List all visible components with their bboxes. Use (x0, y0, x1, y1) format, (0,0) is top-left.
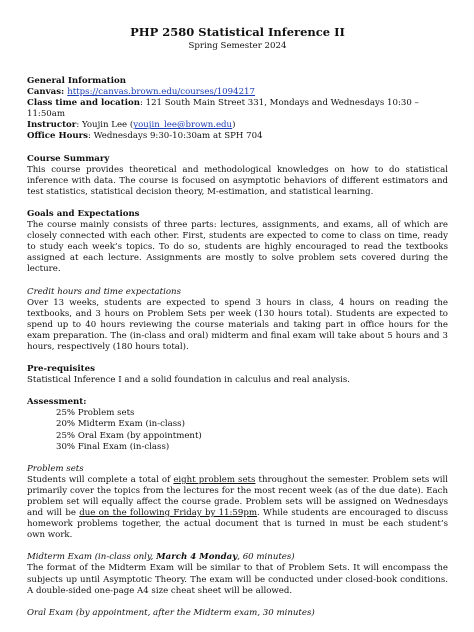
problem-sets-text-c: . While students are encouraged to discuss homework problems together, the actual document that is turned in must be each student’s own work. (27, 508, 448, 541)
office-hours-line (27, 131, 448, 142)
problem-sets-text-a: Students will complete a total of (27, 474, 174, 485)
class-time-value: : 121 South Main Street 331, Mondays and Wednesdays 10:30 – 11:50am (27, 98, 419, 120)
problem-sets-text-b: throughout the semester. Problem sets will primarily cover the topics from the lectures for the most recent week (as of the due date). Each problem set will equally affect the course grade. Problem sets will be assigned on Wednesdays and will be (27, 474, 448, 519)
canvas-link[interactable]: https://canvas.brown.edu/courses/1094217 (67, 87, 255, 98)
credit-hours-text: Over 13 weeks, students are expected to spend 3 hours in class, 4 hours on reading the textbooks, and 3 hours on Problem Sets per week (130 hours total). Students are expected to spend up to 40 hours reviewing the course materials and taking part in office hours for the exam preparation. The (in-class and oral) midterm and final exam will take about 5 hours and 3 hours, respectively (180 hours total). (27, 297, 448, 352)
midterm-text: The format of the Midterm Exam will be similar to that of Problem Sets. It will encompass the subjects up until Asymptotic Theory. The exam will be conducted under closed-book conditions. A double-sided one-page A4 size cheat sheet will be allowed. (27, 563, 448, 596)
oral-exam-heading: Oral Exam (by appointment, after the Midterm exam, 30 minutes) (27, 607, 315, 618)
midterm-date: March 4 Monday (156, 552, 238, 563)
problem-sets-text (27, 475, 448, 542)
oral-exam-section (27, 608, 448, 619)
goals-text: The course mainly consists of three parts: lectures, assignments, and exams, all of which are closely connected with each other. First, students are expected to come to class on time, ready to study each week’s topics. To do so, students are highly encouraged to read the textbooks assigned at each lecture. Assignments are mostly to solve problem sets covered during the lecture. (27, 220, 448, 275)
course-summary-heading: Course Summary (27, 153, 110, 164)
midterm-heading (27, 552, 448, 563)
office-hours-value: : Wednesdays 9:30-10:30am at SPH 704 (87, 131, 263, 142)
canvas-label: Canvas: (27, 87, 68, 98)
general-information-section (27, 76, 448, 143)
goals-section (27, 209, 448, 276)
assessment-item: 20% Midterm Exam (in-class) (56, 419, 185, 430)
credit-hours-section (27, 287, 448, 354)
instructor-name: : Youjin Lee ( (76, 120, 134, 131)
assessment-item: 25% Oral Exam (by appointment) (56, 430, 202, 441)
class-time-label: Class time and location (27, 98, 140, 109)
instructor-label: Instructor (27, 120, 77, 131)
page-title: PHP 2580 Statistical Inference II (130, 25, 345, 39)
office-hours-label: Office Hours (27, 131, 88, 142)
instructor-email-link[interactable]: youjin_lee@brown.edu (133, 120, 233, 131)
class-time-line (27, 98, 448, 120)
midterm-section (27, 552, 448, 596)
midterm-heading-c: , 60 minutes) (237, 552, 295, 563)
instructor-close-paren: ) (232, 120, 236, 131)
canvas-line (27, 87, 448, 98)
problem-sets-section (27, 464, 448, 542)
course-summary-section (27, 154, 448, 198)
general-information-heading: General Information (27, 76, 126, 86)
goals-heading: Goals and Expectations (27, 208, 140, 219)
assessment-item: 30% Final Exam (in-class) (56, 441, 170, 452)
page-subtitle: Spring Semester 2024 (188, 41, 287, 51)
midterm-heading-a: Midterm Exam (in-class only, (27, 552, 157, 563)
assessment-list (27, 408, 448, 452)
instructor-line (27, 120, 448, 131)
prerequisites-text: Statistical Inference I and a solid foundation in calculus and real analysis. (27, 375, 350, 386)
course-summary-text: This course provides theoretical and methodological knowledges on how to do statistical inference with data. The course is focused on asymptotic behaviors of different estimators and test statistics, statistical decision theory, M-estimation, and statistical learning. (27, 164, 448, 197)
assessment-section (27, 397, 448, 452)
assessment-heading: Assessment: (27, 397, 87, 408)
problem-sets-due: due on the following Friday by 11:59pm (79, 508, 258, 519)
credit-hours-heading: Credit hours and time expectations (27, 286, 181, 297)
problem-sets-count: eight problem sets (173, 474, 256, 485)
prerequisites-section (27, 364, 448, 386)
assessment-item: 25% Problem sets (56, 408, 135, 419)
problem-sets-heading: Problem sets (27, 463, 84, 474)
prerequisites-heading: Pre-requisites (27, 364, 95, 375)
